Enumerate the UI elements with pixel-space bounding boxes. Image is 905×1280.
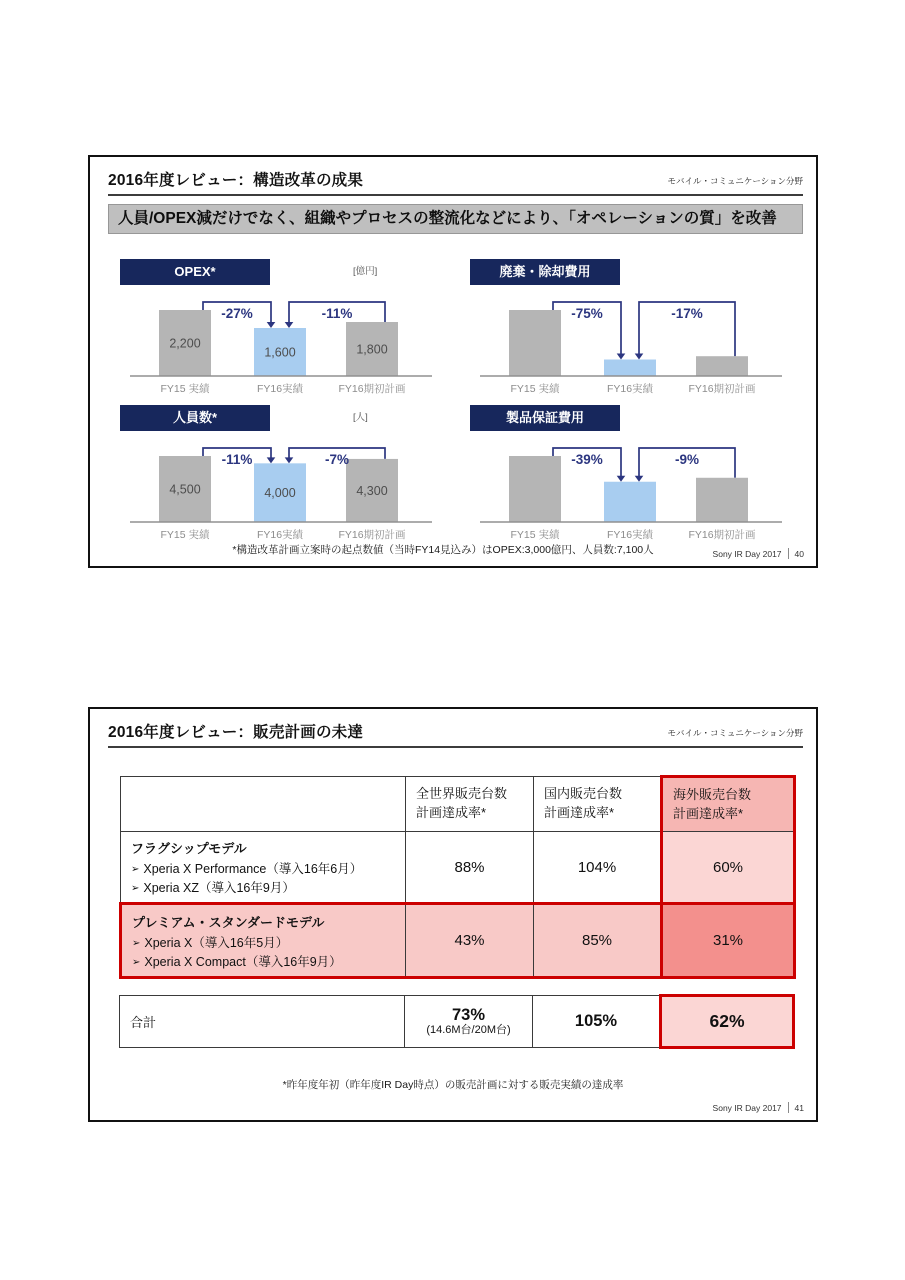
arrowhead-down-icon — [285, 322, 294, 328]
x-axis-tick-label: FY16実績 — [256, 529, 304, 541]
slide-title: 2016年度レビュー：販売計画の未達 — [108, 724, 364, 741]
slide-title: 2016年度レビュー：構造改革の成果 — [108, 172, 364, 189]
slide-footnote: *構造改革計画立案時の起点数値（当時FY14見込み）はOPEX:3,000億円、人員数:7,100人 — [232, 544, 654, 556]
arrow-bullet-icon: ➢ — [131, 864, 140, 875]
arrowhead-down-icon — [617, 476, 626, 482]
model-name: Xperia X Performance（導入16年6月） — [143, 862, 363, 876]
chart-headcount — [120, 405, 442, 546]
delta-percentage-label: -17% — [671, 306, 703, 321]
chart-header — [120, 405, 442, 434]
header-line: 海外販売台数 — [673, 786, 752, 802]
x-axis-tick-label: FY15 実績 — [160, 529, 210, 541]
arrowhead-down-icon — [635, 476, 644, 482]
division-label: モバイル・コミュニケーション分野 — [667, 728, 803, 738]
slide-footnote: *昨年度年初（昨年度IR Day時点）の販売計画に対する販売実績の達成率 — [282, 1079, 624, 1091]
arrowhead-down-icon — [267, 322, 276, 328]
header-line: 計画達成率* — [416, 805, 487, 820]
chart-header — [120, 259, 442, 288]
bar-FY15 実績 — [509, 456, 561, 522]
value-cell-worldwide: 88% — [406, 832, 534, 904]
header-line: 計画達成率* — [673, 805, 744, 821]
delta-percentage-label: -9% — [674, 452, 700, 467]
arrow-bullet-icon: ➢ — [132, 937, 141, 949]
delta-percentage-label: -75% — [571, 306, 603, 321]
total-domestic-cell: 105% — [533, 996, 661, 1048]
x-axis-tick-label: FY16実績 — [256, 383, 304, 395]
chart-title: 廃棄・除却費用 — [470, 259, 620, 285]
chart-warranty-cost — [470, 405, 792, 546]
charts-grid — [120, 259, 792, 546]
chart-header — [470, 405, 792, 434]
x-axis-tick-label: FY16実績 — [606, 529, 654, 541]
value-cell-worldwide: 43% — [406, 904, 534, 978]
arrowhead-down-icon — [267, 457, 276, 463]
chart-title: OPEX* — [120, 259, 270, 285]
bar-value-label: 4,300 — [356, 483, 388, 498]
model-name: Xperia XZ（導入16年9月） — [143, 881, 295, 895]
page-number: 40 — [794, 548, 804, 559]
category-title: プレミアム・スタンダードモデル — [132, 914, 325, 930]
category-cell — [121, 904, 406, 978]
bar-value-label: 2,200 — [169, 336, 201, 351]
table-header-row — [121, 777, 795, 832]
arrow-bullet-icon: ➢ — [131, 883, 140, 894]
delta-percentage-label: -11% — [321, 306, 353, 321]
model-item — [132, 952, 397, 970]
page-number: 41 — [794, 1102, 804, 1113]
chart-disposal-cost — [470, 259, 792, 400]
header-line: 全世界販売台数 — [416, 786, 508, 802]
title-divider — [108, 746, 803, 748]
model-name: Xperia X Compact（導入16年9月） — [144, 954, 342, 969]
total-row-table — [119, 994, 795, 1049]
credit-separator — [788, 548, 789, 559]
header-overseas-highlighted — [662, 777, 795, 832]
x-axis-tick-label: FY16期初計画 — [338, 529, 406, 541]
arrowhead-down-icon — [617, 354, 626, 360]
delta-percentage-label: -7% — [324, 452, 350, 467]
header-domestic — [534, 777, 662, 832]
x-axis-tick-label: FY16実績 — [606, 383, 654, 395]
achievement-rate-table — [119, 775, 796, 979]
header-blank-cell — [121, 777, 406, 832]
x-axis-tick-label: FY16期初計画 — [688, 529, 756, 541]
bar-chart — [470, 288, 792, 400]
slide-sales-plan-shortfall — [88, 707, 818, 1122]
arrow-bullet-icon: ➢ — [132, 956, 141, 968]
x-axis-tick-label: FY15 実績 — [160, 383, 210, 395]
table-row-flagship — [121, 832, 795, 904]
model-item — [131, 859, 397, 877]
total-overseas-cell: 62% — [661, 996, 794, 1048]
bar-FY16期初計画 — [696, 356, 748, 376]
title-divider — [108, 194, 803, 196]
slide-credit — [713, 548, 804, 559]
total-worldwide-value: 73% — [451, 1005, 486, 1024]
category-title: フラグシップモデル — [131, 841, 247, 856]
bar-FY16期初計画 — [696, 478, 748, 522]
bar-value-label: 1,600 — [264, 345, 296, 360]
bar-FY16実績 — [604, 360, 656, 377]
x-axis-tick-label: FY16期初計画 — [338, 383, 406, 395]
model-name: Xperia X（導入16年5月） — [144, 935, 289, 950]
delta-percentage-label: -39% — [571, 452, 603, 467]
table-row-premium-standard — [121, 904, 795, 978]
bar-FY15 実績 — [509, 310, 561, 376]
value-cell-overseas: 31% — [662, 904, 795, 978]
chart-unit-label: [人] — [353, 412, 368, 423]
header-line: 国内販売台数 — [544, 786, 623, 802]
value-cell-domestic: 85% — [534, 904, 662, 978]
credit-text: Sony IR Day 2017 — [712, 1102, 782, 1113]
category-cell — [121, 832, 406, 904]
bar-FY16実績 — [604, 482, 656, 522]
arrowhead-down-icon — [285, 457, 294, 463]
bar-chart — [120, 288, 442, 400]
total-label-cell: 合計 — [120, 996, 405, 1048]
arrowhead-down-icon — [635, 354, 644, 360]
header-line: 計画達成率* — [544, 805, 615, 820]
credit-separator — [788, 1102, 789, 1113]
header-worldwide — [406, 777, 534, 832]
bar-value-label: 4,500 — [169, 482, 201, 497]
total-worldwide-units: (14.6M台/20M台) — [426, 1023, 511, 1036]
model-item — [132, 933, 397, 951]
bar-value-label: 1,800 — [356, 342, 388, 357]
chart-opex — [120, 259, 442, 400]
table-row-total — [120, 996, 794, 1048]
chart-title: 製品保証費用 — [470, 405, 620, 431]
delta-percentage-label: -27% — [221, 306, 253, 321]
total-worldwide-cell — [405, 996, 533, 1048]
x-axis-tick-label: FY15 実績 — [510, 383, 560, 395]
bar-chart — [470, 434, 792, 546]
chart-unit-label: [億円] — [353, 266, 378, 277]
chart-title: 人員数* — [120, 405, 270, 431]
key-message-banner: 人員/OPEX減だけでなく、組織やプロセスの整流化などにより、「オペレーションの質」を改善 — [108, 204, 803, 234]
bar-chart — [120, 434, 442, 546]
delta-percentage-label: -11% — [221, 452, 253, 467]
credit-text: Sony IR Day 2017 — [712, 548, 782, 559]
division-label: モバイル・コミュニケーション分野 — [667, 176, 803, 186]
model-item — [131, 878, 397, 896]
slide-structural-reform — [88, 155, 818, 568]
x-axis-tick-label: FY16期初計画 — [688, 383, 756, 395]
value-cell-overseas: 60% — [662, 832, 795, 904]
slide-credit — [713, 1102, 804, 1113]
x-axis-tick-label: FY15 実績 — [510, 529, 560, 541]
value-cell-domestic: 104% — [534, 832, 662, 904]
bar-value-label: 4,000 — [264, 486, 296, 501]
chart-header — [470, 259, 792, 288]
